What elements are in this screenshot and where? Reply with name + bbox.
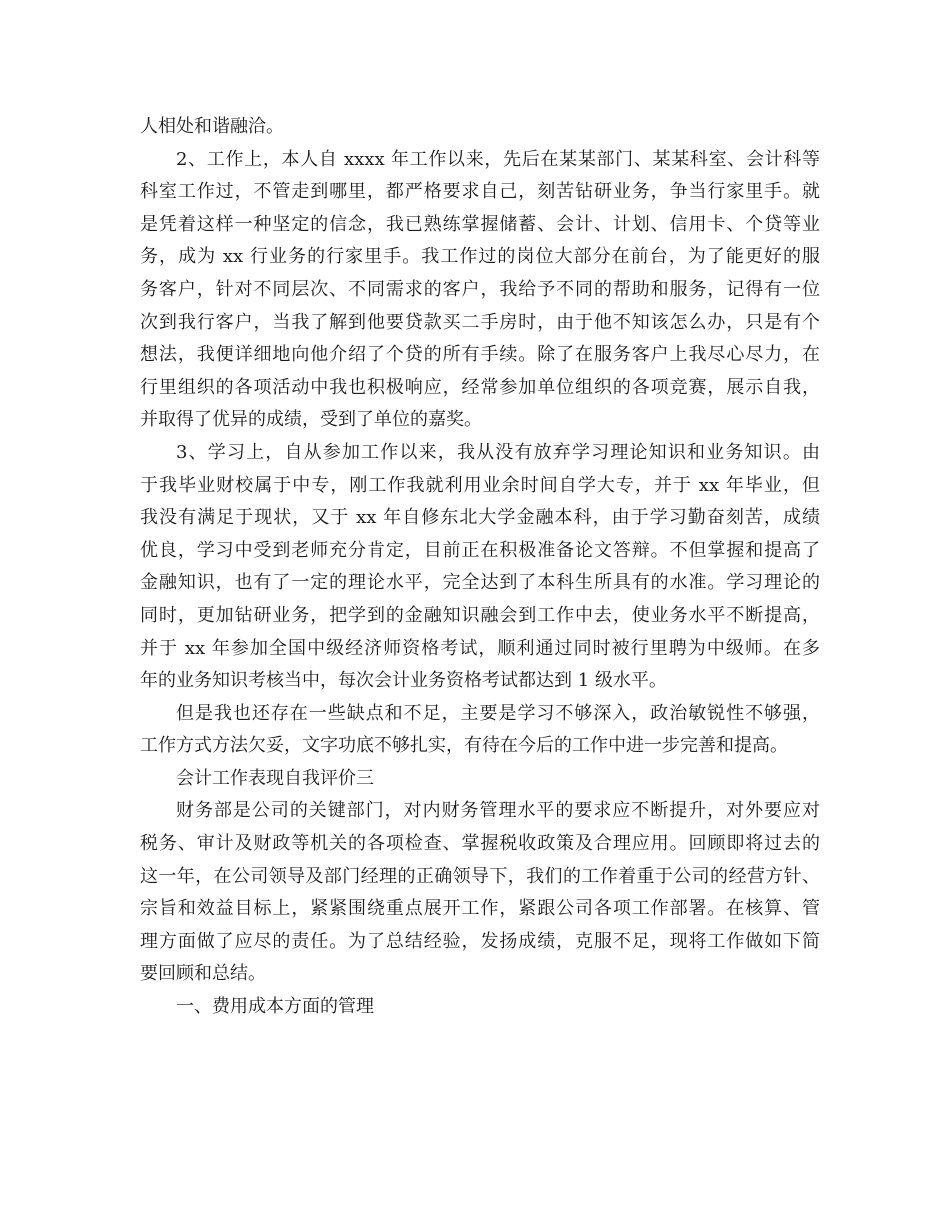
text-line: 但是我也还存在一些缺点和不足，主要是学习不够深入，政治敏锐性不够强， <box>176 702 820 724</box>
text-line: 我没有满足于现状，又于 xx 年自修东北大学金融本科，由于学习勤奋刻苦，成绩 <box>140 507 820 529</box>
text-line: 优良，学习中受到老师充分肯定，目前正在积极准备论文答辩。不但掌握和提高了 <box>140 539 820 561</box>
text-line: 年的业务知识考核当中，每次会计业务资格考试都达到 1 级水平。 <box>140 670 667 692</box>
text-line: 会计工作表现自我评价三 <box>176 767 374 789</box>
text-line: 税务、审计及财政等机关的各项检查、掌握税收政策及合理应用。回顾即将过去的 <box>140 833 820 855</box>
text-line: 务客户，针对不同层次、不同需求的客户，我给予不同的帮助和服务，记得有一位 <box>140 278 820 300</box>
text-line: 一、费用成本方面的管理 <box>176 996 374 1018</box>
text-line: 想法，我便详细地向他介绍了个贷的所有手续。除了在服务客户上我尽心尽力，在 <box>140 344 820 366</box>
text-line: 要回顾和总结。 <box>140 963 266 985</box>
document-body <box>140 111 820 1024</box>
text-line: 于我毕业财校属于中专，刚工作我就利用业余时间自学大专，并于 xx 年毕业，但 <box>140 474 820 496</box>
text-line: 工作方式方法欠妥，文字功底不够扎实，有待在今后的工作中进一步完善和提高。 <box>140 735 788 757</box>
text-line: 宗旨和效益目标上，紧紧围绕重点展开工作，紧跟公司各项工作部署。在核算、管 <box>140 898 820 920</box>
text-line: 理方面做了应尽的责任。为了总结经验，发扬成绩，克服不足，现将工作做如下简 <box>140 930 820 952</box>
text-line: 这一年，在公司领导及部门经理的正确领导下，我们的工作着重于公司的经营方针、 <box>140 865 820 887</box>
text-line: 次到我行客户，当我了解到他要贷款买二手房时，由于他不知该怎么办，只是有个 <box>140 311 820 333</box>
text-line: 行里组织的各项活动中我也积极响应，经常参加单位组织的各项竞赛，展示自我， <box>140 376 820 398</box>
text-line: 2、工作上，本人自 xxxx 年工作以来，先后在某某部门、某某科室、会计科等 <box>176 148 820 170</box>
text-line: 人相处和谐融洽。 <box>140 116 284 137</box>
text-line: 务，成为 xx 行业务的行家里手。我工作过的岗位大部分在前台，为了能更好的服 <box>140 246 820 268</box>
text-line: 财务部是公司的关键部门，对内财务管理水平的要求应不断提升，对外要应对 <box>176 800 820 822</box>
text-line: 3、学习上，自从参加工作以来，我从没有放弃学习理论知识和业务知识。由 <box>176 441 820 463</box>
text-line: 并于 xx 年参加全国中级经济师资格考试，顺利通过同时被行里聘为中级师。在多 <box>140 637 820 659</box>
text-line: 金融知识，也有了一定的理论水平，完全达到了本科生所具有的水准。学习理论的 <box>140 572 820 594</box>
text-line: 同时，更加钻研业务，把学到的金融知识融会到工作中去，使业务水平不断提高， <box>140 604 820 626</box>
text-line: 是凭着这样一种坚定的信念，我已熟练掌握储蓄、会计、计划、信用卡、个贷等业 <box>140 213 820 235</box>
text-line: 科室工作过，不管走到哪里，都严格要求自己，刻苦钻研业务，争当行家里手。就 <box>140 181 820 203</box>
text-line: 并取得了优异的成绩，受到了单位的嘉奖。 <box>140 409 482 431</box>
